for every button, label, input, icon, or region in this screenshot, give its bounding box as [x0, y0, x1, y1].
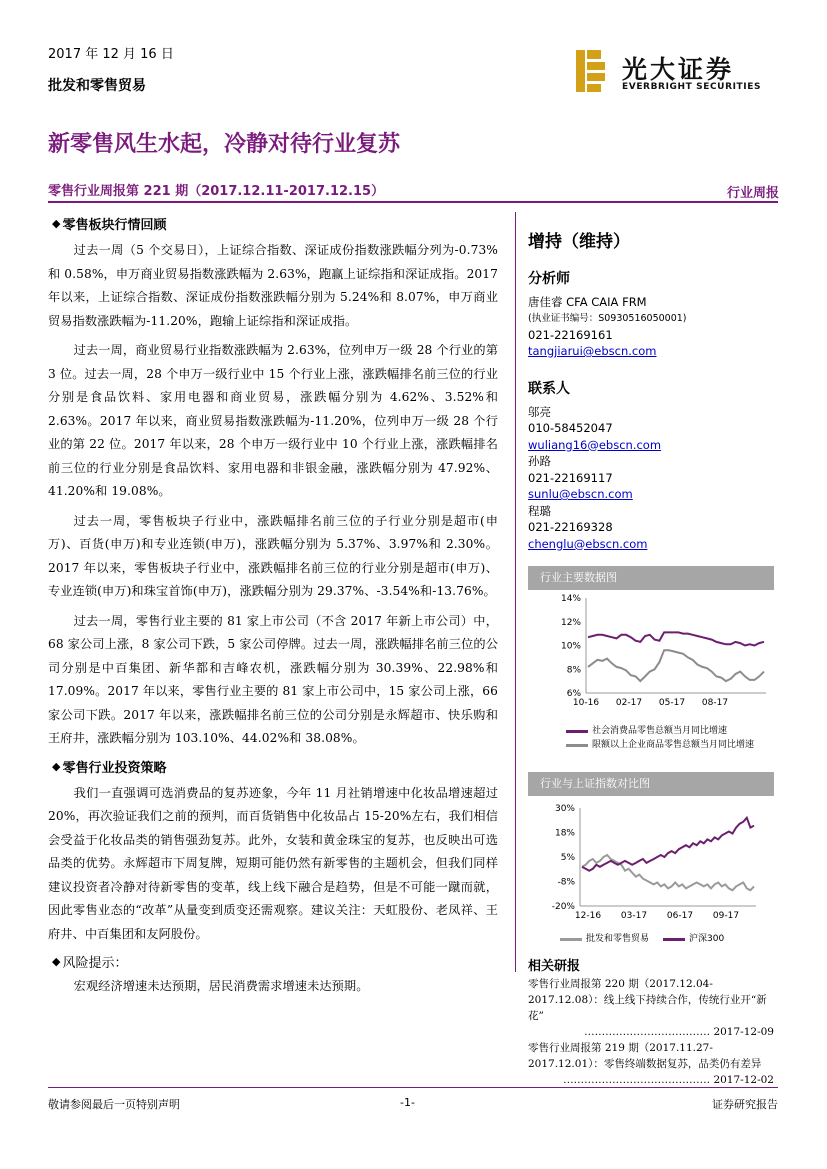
analyst-cert: (执业证书编号：S0930516050001) — [528, 312, 687, 324]
y-tick-label: -20% — [551, 902, 575, 912]
contacts-heading: 联系人 — [528, 380, 570, 397]
section-heading-text: 零售板块行情回顾 — [62, 218, 167, 233]
paragraph: 过去一周（5 个交易日），上证综合指数、深证成份指数涨跌幅分列为-0.73%和 0.58%，申万商业贸易指数涨跌幅为 2.63%，跑赢上证综指和深证成指。2017 年以来，上证综合指数、深证成份指数涨跌幅分别为 5.24%和 8.07%，申万商业贸易指数涨跌幅为-11.20%，跑输上证综指和深证成指。 — [48, 243, 498, 328]
x-tick-label: 12-16 — [574, 911, 602, 921]
paragraph: 我们一直强调可选消费品的复苏迹象，今年 11 月社销增速中化妆品增速超过 20%，再次验证我们之前的预判，而百货销售中化妆品占 15-20%左右，我们相信会受益于化妆品类的销售强劲复苏。此外，女装和黄金珠宝的复苏，也反映出可选品类的优势。永辉超市下周复牌，短期可能仍然有新零售的主题机会，但我们同样建议投资者冷静对待新零售的变革，线上线下融合是趋势，但是不可能一蹴而就，因此零售业态的“改革”从量变到质变还需观察。建议关注：天虹股份、老凤祥、王府井、中百集团和友阿股份。 — [48, 785, 498, 941]
logo-english: EVERBRIGHT SECURITIES — [622, 82, 762, 92]
page-number: -1- — [400, 1096, 415, 1109]
related-item-date: …………………………………… 2017-12-02 — [563, 1074, 774, 1086]
contact-email-link[interactable]: wuliang16@ebscn.com — [528, 437, 662, 452]
industry-data-chart — [528, 566, 774, 752]
x-tick-label: 05-17 — [658, 698, 686, 708]
legend-swatch — [566, 744, 588, 747]
paragraph: 过去一周，零售行业主要的 81 家上市公司（不含 2017 年新上市公司）中，68 家公司上涨，8 家公司下跌，5 家公司停牌。过去一周，涨跌幅排名前三位的公司分别是中百集团、新华都和吉峰农机，涨跌幅分别为 30.39%、22.98%和 17.09%。2017 年以来，零售行业主要的 81 家上市公司中，15 家公司上涨，66 家公司下跌。2017 年以来，涨跌幅排名前三位的公司分别是永辉超市、快乐购和王府井，涨跌幅分别为 103.10%、44.02%和 38.08%。 — [48, 613, 498, 745]
main-body — [48, 214, 498, 1005]
series-line-1 — [582, 855, 754, 890]
legend-item — [566, 738, 774, 752]
legend-label: 限额以上企业商品零售总额当月同比增速 — [592, 740, 755, 750]
footer-divider — [48, 1087, 778, 1088]
x-tick-label: 02-17 — [615, 698, 643, 708]
chart-plot — [528, 796, 774, 928]
report-type: 行业周报 — [726, 186, 779, 201]
analyst-phone: 021-22169161 — [528, 327, 613, 342]
contact-email-link[interactable]: sunlu@ebscn.com — [528, 487, 633, 501]
legend-swatch — [663, 938, 685, 941]
contact-email-link[interactable]: chenglu@ebscn.com — [528, 536, 648, 551]
diamond-icon: ◆ — [52, 217, 61, 230]
x-tick-label: 10-16 — [572, 698, 600, 708]
related-research — [528, 959, 774, 1088]
logo-chinese: 光大证券 — [622, 55, 735, 84]
footer-disclaimer: 敬请参阅最后一页特别声明 — [48, 1098, 180, 1111]
y-tick-label: 18% — [554, 828, 575, 839]
diamond-icon: ◆ — [52, 955, 61, 968]
legend-swatch — [566, 730, 588, 733]
section-heading — [52, 757, 498, 776]
legend-label: 批发和零售贸易 — [586, 934, 650, 944]
y-tick-label: 5% — [560, 853, 575, 863]
everbright-logo — [572, 48, 772, 98]
y-tick-label: 6% — [566, 689, 581, 699]
section-heading-text: 零售行业投资策略 — [62, 760, 167, 776]
paragraph: 宏观经济增速未达预期，居民消费需求增速未达预期。 — [73, 979, 369, 993]
report-title: 新零售风生水起，冷静对待行业复苏 — [48, 132, 401, 157]
series-line-1 — [588, 632, 764, 645]
report-subtitle: 零售行业周报第 221 期（2017.12.11-2017.12.15） — [48, 184, 385, 199]
legend-item — [566, 724, 774, 738]
x-tick-label: 09-17 — [712, 911, 740, 921]
analyst-heading: 分析师 — [528, 271, 570, 287]
chart-title: 行业主要数据图 — [528, 566, 774, 590]
contact-phone: 021-22169117 — [528, 470, 613, 485]
chart-title: 行业与上证指数对比图 — [528, 772, 774, 796]
paragraph: 过去一周，零售板块子行业中，涨跌幅排名前三位的子行业分别是超市(申万)、百货(申万)和专业连锁(申万)，涨跌幅分别为 5.37%、3.97%和 2.30%。2017 年以来，零售板块子行业中，涨跌幅排名前三位的行业分别是超市(申万)、专业连锁(申万)和珠宝首饰(申万)，涨跌幅分别为 29.37%、-3.54%和-13.76%。 — [48, 513, 498, 598]
chart-plot — [528, 590, 774, 720]
contact-item — [528, 503, 778, 553]
y-tick-label: 14% — [560, 594, 581, 604]
y-tick-label: 10% — [560, 641, 581, 652]
analyst-block — [528, 268, 778, 552]
contact-name: 邬亮 — [528, 404, 551, 419]
related-item-text[interactable]: 零售行业周报第 220 期（2017.12.04-2017.12.08）：线上线下持续合作，传统行业开“新花” — [528, 978, 767, 1022]
legend-label: 社会消费品零售总额当月同比增速 — [592, 726, 728, 736]
rating: 增持（维持） — [528, 232, 630, 252]
diamond-icon: ◆ — [52, 759, 61, 773]
series-line-2 — [582, 818, 754, 871]
x-tick-label: 06-17 — [666, 911, 694, 921]
related-heading: 相关研报 — [528, 959, 581, 974]
related-item-date: ……………………………… 2017-12-09 — [584, 1026, 774, 1038]
footer-report-label: 证券研究报告 — [712, 1098, 778, 1111]
sector-name: 批发和零售贸易 — [48, 78, 146, 94]
analyst-name: 唐佳睿 CFA CAIA FRM — [528, 295, 647, 309]
analyst-email-link[interactable]: tangjiarui@ebscn.com — [528, 344, 657, 358]
y-tick-label: 8% — [566, 665, 581, 676]
chart-legend — [560, 932, 774, 946]
contact-item — [528, 453, 778, 503]
legend-label: 沪深300 — [689, 934, 725, 944]
x-tick-label: 08-17 — [701, 698, 729, 708]
section-heading-text: 风险提示： — [62, 956, 128, 971]
paragraph: 过去一周，商业贸易行业指数涨跌幅为 2.63%，位列申万一级 28 个行业的第 3 位。过去一周，28 个申万一级行业中 15 个行业上涨，涨跌幅排名前三位的行业分别是食品饮料、家用电器和商业贸易，涨跌幅分别为 4.62%、3.52%和 2.63%。2017 年以来，商业贸易指数涨跌幅为-11.20%，位列申万一级 28 个行业的第 22 位。2017 年以来，28 个申万一级行业中 10 个行业上涨，涨跌幅排名前三位的行业分别是食品饮料、家用电器和非银金融，涨跌幅分别为 47.92%、41.20%和 19.08%。 — [48, 343, 498, 498]
header-divider — [48, 201, 778, 203]
contact-item — [528, 404, 778, 454]
column-divider — [515, 212, 516, 972]
x-tick-label: 03-17 — [620, 911, 648, 921]
contact-name: 孙路 — [528, 454, 551, 468]
contact-name: 程璐 — [528, 503, 551, 518]
section-heading — [52, 214, 498, 233]
y-tick-label: 30% — [554, 804, 575, 814]
index-compare-chart — [528, 772, 774, 946]
everbright-logo-icon — [572, 48, 616, 94]
contact-phone: 010-58452047 — [528, 421, 613, 435]
y-tick-label: -8% — [557, 877, 575, 888]
y-tick-label: 12% — [560, 617, 581, 628]
related-item-text[interactable]: 零售行业周报第 219 期（2017.11.27-2017.12.01）：零售终端数据复苏，品类仍有差异 — [528, 1042, 762, 1070]
section-heading — [52, 952, 498, 971]
series-line-2 — [588, 650, 764, 681]
report-date: 2017 年 12 月 16 日 — [48, 47, 174, 62]
contact-phone: 021-22169328 — [528, 520, 613, 534]
legend-swatch — [560, 938, 582, 941]
